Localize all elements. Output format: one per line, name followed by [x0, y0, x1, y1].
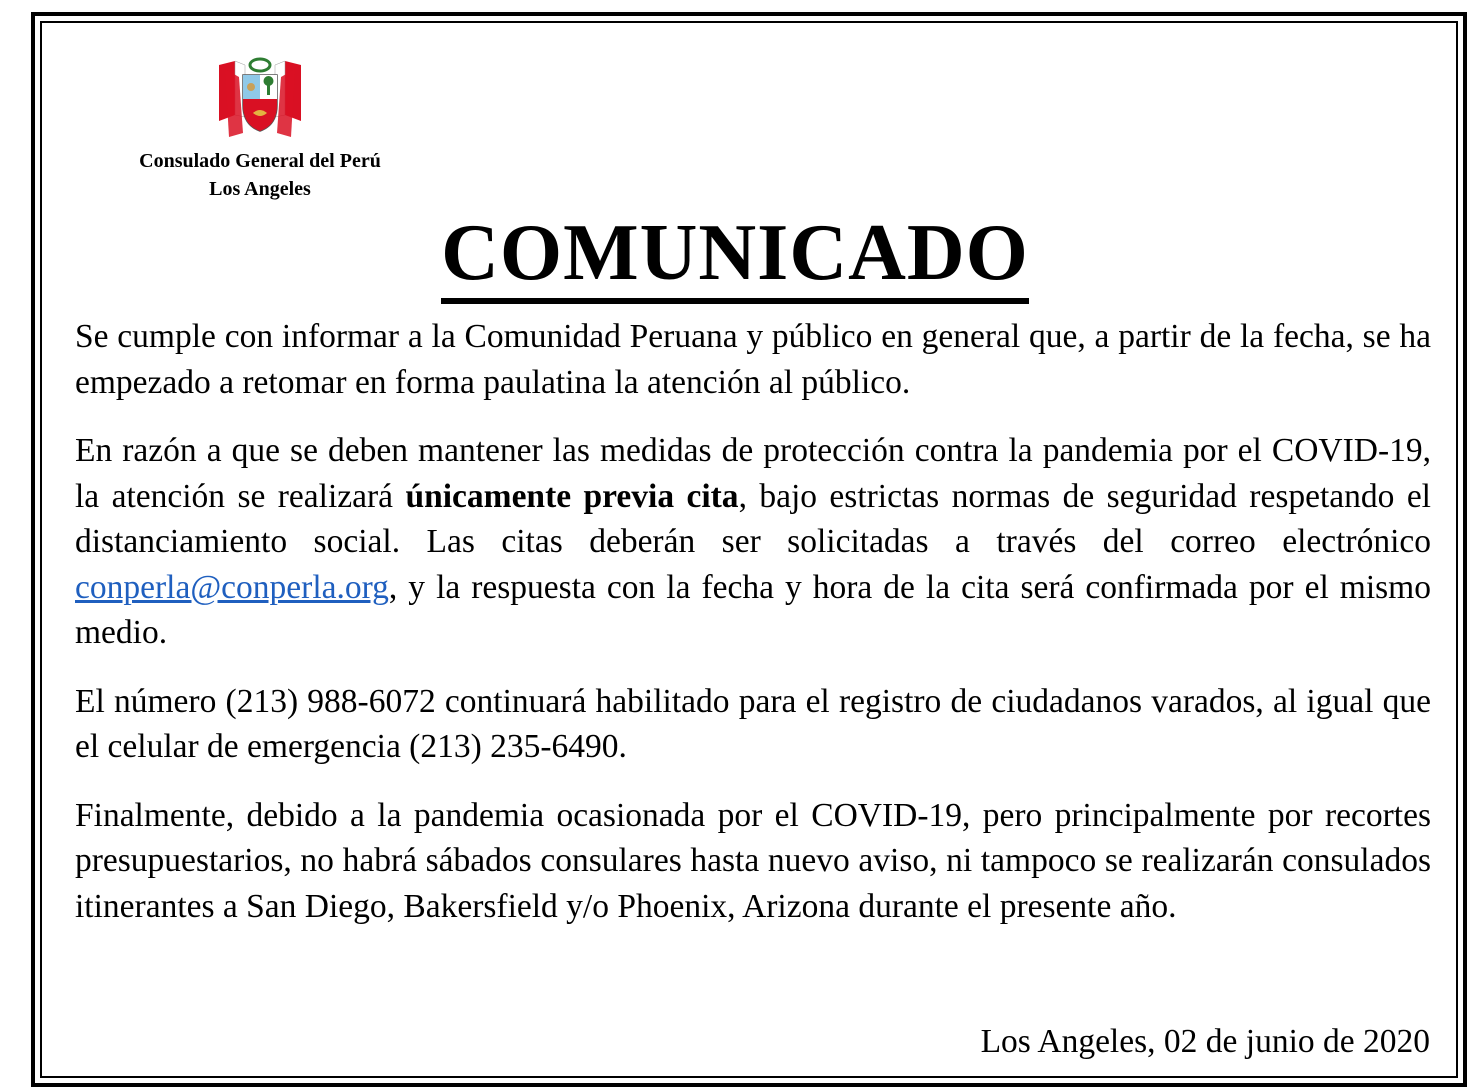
paragraph-2	[75, 428, 1431, 656]
paragraph-4: Finalmente, debido a la pandemia ocasionada por el COVID-19, pero principalmente por recortes presupuestarios, no habrá sábados consulares hasta nuevo aviso, ni tampoco se realizarán consulados itinerantes a San Diego, Bakersfield y/o Phoenix, Arizona durante el presente año.	[75, 796, 1431, 925]
paragraph-2-text-c: , y la respuesta con la fecha y hora de la cita será confirmada por el mismo medio.	[75, 568, 1431, 651]
page-title: COMUNICADO	[441, 208, 1029, 304]
appointment-only-emphasis: únicamente previa cita	[405, 477, 739, 515]
title-block	[0, 208, 1470, 304]
paragraph-1: Se cumple con informar a la Comunidad Peruana y público en general que, a partir de la fecha, se ha empezado a retomar en forma paulatina la atención al público.	[75, 318, 1431, 401]
paragraph-2-text-b: , bajo estrictas normas de seguridad respetando el distanciamiento social. Las citas deberán ser solicitadas a través del correo electrónico	[75, 477, 1431, 560]
org-name-line1: Consulado General del Perú	[139, 150, 381, 172]
paragraph-3: El número (213) 988-6072 continuará habilitado para el registro de ciudadanos varados, al igual que el celular de emergencia (213) 235-6490.	[75, 682, 1431, 765]
peru-coat-of-arms-icon	[215, 55, 305, 141]
communique-body	[75, 314, 1431, 952]
place-and-date: Los Angeles, 02 de junio de 2020	[980, 1023, 1430, 1060]
paragraph-2-text-a: En razón a que se deben mantener las medidas de protección contra la pandemia por el COVID-19, la atención se realizará	[75, 432, 1431, 515]
org-name-line2: Los Angeles	[209, 178, 311, 200]
email-link[interactable]: conperla@conperla.org	[75, 568, 389, 606]
letterhead	[110, 55, 410, 203]
